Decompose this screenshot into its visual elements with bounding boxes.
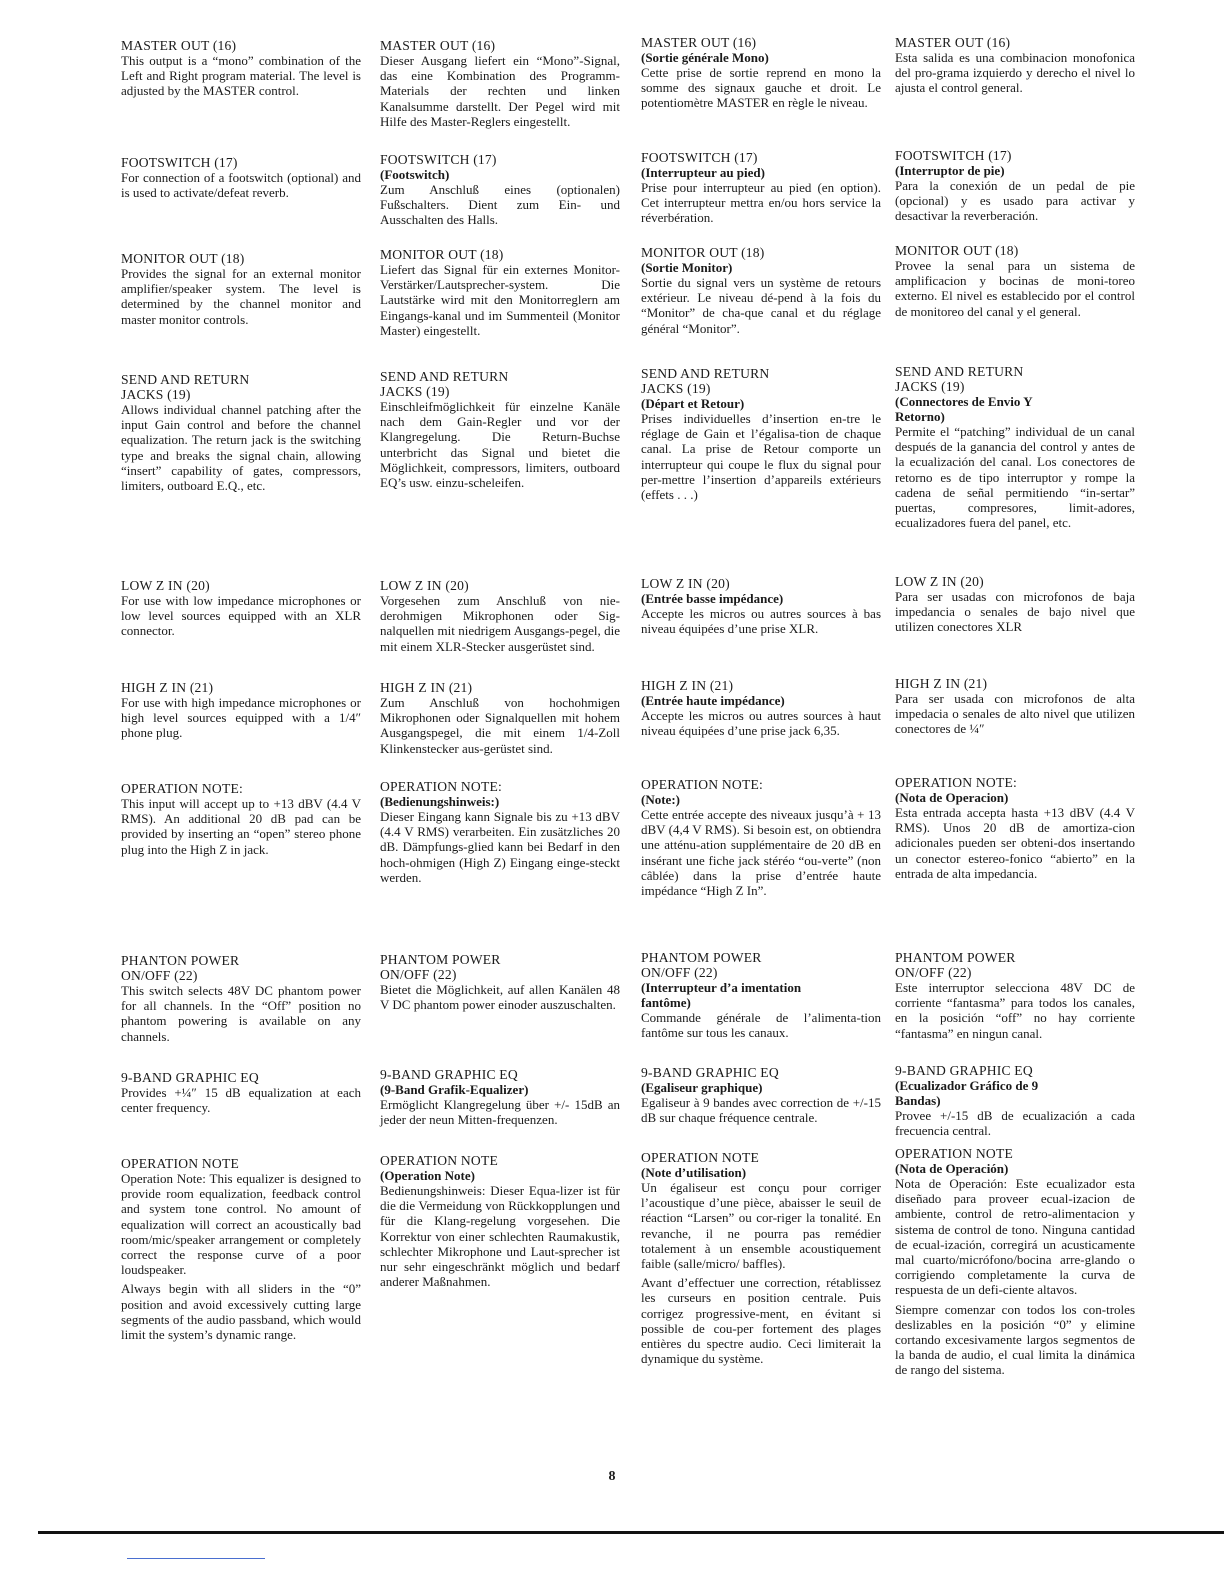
section-heading: OPERATION NOTE xyxy=(121,1156,239,1171)
section-master-out xyxy=(641,35,881,111)
body-paragraph: Provides +¼″ 15 dB equalization at each center frequency. xyxy=(121,1085,361,1116)
section-body xyxy=(641,1010,881,1040)
section-operation-note-input xyxy=(121,781,361,857)
section-operation-note-eq xyxy=(380,1153,620,1289)
section-send-return-jacks xyxy=(380,369,620,490)
section-heading: FOOTSWITCH (17) xyxy=(895,148,1012,163)
body-paragraph: This input will accept up to +13 dBV (4.4 V RMS). An additional 20 dB pad can be provided by inserting an “open” stereo phone plug into the High Z in jack. xyxy=(121,796,361,857)
body-paragraph: Esta salida es una combinacion monofonica del pro-grama izquierdo y derecho el nivel lo ajusta el control general. xyxy=(895,50,1135,96)
section-heading: LOW Z IN (20) xyxy=(121,578,210,593)
section-graphic-eq xyxy=(895,1063,1135,1138)
section-body xyxy=(641,411,881,502)
section-heading: SEND AND RETURN JACKS (19) xyxy=(121,372,250,402)
body-paragraph: Operation Note: This equalizer is designed to provide room equalization, feedback control and system tone control. No amount of equalization will correct an acoustically bad room/mic/speaker arrangement or completely correct the response curve of a poor loudspeaker. xyxy=(121,1171,361,1278)
section-low-z-in xyxy=(895,574,1135,635)
section-footswitch xyxy=(641,150,881,226)
section-body xyxy=(895,258,1135,319)
section-body xyxy=(380,809,620,885)
section-heading: 9-BAND GRAPHIC EQ xyxy=(641,1065,779,1080)
section-monitor-out xyxy=(380,247,620,338)
section-heading: OPERATION NOTE xyxy=(380,1153,498,1168)
section-master-out xyxy=(121,38,361,99)
section-low-z-in xyxy=(121,578,361,639)
section-monitor-out xyxy=(895,243,1135,319)
body-paragraph: Bedienungshinweis: Dieser Equa-lizer ist für die die Vermeidung von Rückkopplungen und für die Klang-regelung vorgesehen. Die Korrektur von einer schlechten Raumakustik, schlechter Mikrophone und Laut-sprecher ist nur sehr eingeschränkt möglich und bedarf anderer Maßnahmen. xyxy=(380,1183,620,1290)
body-paragraph: Provee +/-15 dB de ecualización a cada frecuencia central. xyxy=(895,1108,1135,1139)
body-paragraph: Este interruptor selecciona 48V DC de corriente “fantasma” para todos los canales, en la posición “off” no hay corriente “fantasma” en ningun canal. xyxy=(895,980,1135,1041)
section-body xyxy=(121,796,361,857)
section-body xyxy=(641,708,881,738)
section-heading: 9-BAND GRAPHIC EQ xyxy=(121,1070,259,1085)
section-body xyxy=(641,807,881,898)
body-paragraph: Vorgesehen zum Anschluß von nie-derohmigen Mikrophonen oder Sig-nalquellen mit niedrigem Ausgangs-pegel, die mit einem XLR-Stecker ausgerüstet sind. xyxy=(380,593,620,654)
body-paragraph: Egaliseur à 9 bandes avec correction de +/-15 dB sur chaque fréquence centrale. xyxy=(641,1095,881,1126)
body-paragraph: Allows individual channel patching after the input Gain control and before the channel equalization. The return jack is the switching type and breaks the signal chain, allowing “insert” capability of gates, compressors, limiters, outboard E.Q., etc. xyxy=(121,402,361,494)
section-body xyxy=(895,589,1135,635)
section-operation-note-eq xyxy=(121,1156,361,1342)
body-paragraph: Liefert das Signal für ein externes Monitor-Verstärker/Lautsprecher-system. Die Lautstärke wird mit den Monitorreglern am Eingangs-kanal und im Summenteil (Monitor Master) eingestellt. xyxy=(380,262,620,338)
section-send-return-jacks xyxy=(641,366,881,502)
body-paragraph: Bietet die Möglichkeit, auf allen Kanälen 48 V DC phantom power einoder auszuschalten. xyxy=(380,982,620,1013)
section-subheading: (Nota de Operación) xyxy=(895,1161,1009,1176)
section-body xyxy=(895,691,1135,737)
section-heading: MONITOR OUT (18) xyxy=(380,247,504,262)
section-subheading: (Entrée haute impédance) xyxy=(641,693,785,708)
section-subheading: (Interrupteur au pied) xyxy=(641,165,765,180)
section-phantom-power xyxy=(380,952,620,1012)
section-heading: PHANTOM POWER ON/OFF (22) xyxy=(895,950,1016,980)
section-heading: LOW Z IN (20) xyxy=(641,576,730,591)
body-paragraph: Ermöglicht Klangregelung über +/- 15dB an jeder der neun Mitten-frequenzen. xyxy=(380,1097,620,1128)
section-heading: OPERATION NOTE xyxy=(895,1146,1013,1161)
section-body xyxy=(895,805,1135,881)
body-paragraph: Accepte les micros ou autres sources à bas niveau équipées d’une prise XLR. xyxy=(641,606,881,637)
section-body xyxy=(895,1176,1135,1378)
section-graphic-eq xyxy=(641,1065,881,1125)
section-subheading: (Interrupteur d’a imentation fantôme) xyxy=(641,980,802,1010)
section-heading: OPERATION NOTE: xyxy=(641,777,763,792)
section-operation-note-input xyxy=(641,777,881,898)
body-paragraph: Dieser Eingang kann Signale bis zu +13 dBV (4.4 V RMS) verarbeiten. Ein zusätzliches 20 dB. Dämpfungs-glied kann bei Bedarf in den hoch-ohmigen (High Z) Eingang einge-steckt werden. xyxy=(380,809,620,885)
section-heading: MASTER OUT (16) xyxy=(121,38,237,53)
section-heading: FOOTSWITCH (17) xyxy=(380,152,497,167)
section-body xyxy=(380,1097,620,1127)
section-body xyxy=(380,182,620,228)
section-phantom-power xyxy=(641,950,881,1040)
section-body xyxy=(641,65,881,111)
body-paragraph: Provides the signal for an external monitor amplifier/speaker system. The level is determined by the channel monitor and master monitor controls. xyxy=(121,266,361,327)
section-body xyxy=(641,606,881,636)
section-high-z-in xyxy=(121,680,361,741)
section-low-z-in xyxy=(641,576,881,636)
section-operation-note-eq xyxy=(895,1146,1135,1378)
body-paragraph: Para la conexión de un pedal de pie (opcional) y es usado para activar y desactivar la reverberación. xyxy=(895,178,1135,224)
section-heading: MASTER OUT (16) xyxy=(895,35,1011,50)
section-operation-note-input xyxy=(380,779,620,885)
section-send-return-jacks xyxy=(895,364,1135,530)
section-operation-note-eq xyxy=(641,1150,881,1366)
page-number: 8 xyxy=(608,1469,616,1484)
section-subheading: (Sortie Monitor) xyxy=(641,260,733,275)
body-paragraph: Accepte les micros ou autres sources à haut niveau équipées d’une prise jack 6,35. xyxy=(641,708,881,739)
section-phantom-power xyxy=(121,953,361,1044)
footer-link-underline xyxy=(127,1558,265,1559)
section-subheading: (Départ et Retour) xyxy=(641,396,745,411)
section-heading: MONITOR OUT (18) xyxy=(641,245,765,260)
section-heading: SEND AND RETURN JACKS (19) xyxy=(380,369,509,399)
section-heading: OPERATION NOTE: xyxy=(895,775,1017,790)
section-body xyxy=(895,980,1135,1041)
section-heading: PHANTON POWER ON/OFF (22) xyxy=(121,953,240,983)
section-subheading: (Ecualizador Gráfico de 9 Bandas) xyxy=(895,1078,1039,1108)
section-high-z-in xyxy=(895,676,1135,737)
section-send-return-jacks xyxy=(121,372,361,493)
section-body xyxy=(641,180,881,226)
section-heading: OPERATION NOTE: xyxy=(380,779,502,794)
section-heading: FOOTSWITCH (17) xyxy=(641,150,758,165)
section-heading: PHANTOM POWER ON/OFF (22) xyxy=(641,950,762,980)
body-paragraph: Zum Anschluß von hochohmigen Mikrophonen oder Signalquellen mit hohem Ausgangspegel, die mit einem 1/4-Zoll Klinkenstecker aus-gerüstet sind. xyxy=(380,695,620,756)
section-subheading: (Footswitch) xyxy=(380,167,450,182)
section-body xyxy=(380,53,620,129)
section-low-z-in xyxy=(380,578,620,654)
body-paragraph: For use with high impedance microphones or high level sources equipped with a 1/4″ phone plug. xyxy=(121,695,361,741)
section-phantom-power xyxy=(895,950,1135,1041)
section-heading: LOW Z IN (20) xyxy=(380,578,469,593)
section-body xyxy=(895,50,1135,96)
section-heading: HIGH Z IN (21) xyxy=(641,678,734,693)
section-body xyxy=(380,982,620,1012)
body-paragraph: Prise pour interrupteur au pied (en option). Cet interrupteur mettra en/ou hors service la réverbération. xyxy=(641,180,881,226)
section-heading: PHANTOM POWER ON/OFF (22) xyxy=(380,952,501,982)
section-heading: 9-BAND GRAPHIC EQ xyxy=(895,1063,1033,1078)
section-master-out xyxy=(380,38,620,129)
section-body xyxy=(641,1180,881,1366)
body-paragraph: For use with low impedance microphones or low level sources equipped with an XLR connector. xyxy=(121,593,361,639)
section-subheading: (Sortie générale Mono) xyxy=(641,50,769,65)
section-body xyxy=(121,53,361,99)
section-body xyxy=(895,424,1135,530)
body-paragraph: Esta entrada accepta hasta +13 dBV (4.4 V RMS). Unos 20 dB de amortiza-cion adicionales pueden ser obteni-dos insertando un conector estereo-fonico “abierto” en la entrada de alta impedancia. xyxy=(895,805,1135,881)
section-body xyxy=(121,983,361,1044)
section-heading: MONITOR OUT (18) xyxy=(121,251,245,266)
body-paragraph: Provee la senal para un sistema de amplificacion y bocinas de moni-toreo externo. El nivel es establecido por el control de monitoreo del canal y el general. xyxy=(895,258,1135,319)
section-body xyxy=(380,262,620,338)
body-paragraph: This switch selects 48V DC phantom power for all channels. In the “Off” position no phantom powering is available on any channels. xyxy=(121,983,361,1044)
body-paragraph: Para ser usada con microfonos de alta impedacia o senales de alto nivel que utilizen conectores de ¼″ xyxy=(895,691,1135,737)
section-body xyxy=(641,275,881,336)
body-paragraph: Nota de Operación: Este ecualizador esta diseñado para proveer ecual-izacion de ambiente, control de retro-alimentacion y sistema de control de tono. Ninguna cantidad de ecual-ización, corregirá un acusticamente mal cuarto/micrófono/bocina arre-glando o corrigiendo completamente la curva de respuesta de un defi-ciente altavos. xyxy=(895,1176,1135,1298)
section-subheading: (Operation Note) xyxy=(380,1168,475,1183)
section-body xyxy=(121,593,361,639)
section-footswitch xyxy=(380,152,620,228)
section-body xyxy=(121,266,361,327)
section-body xyxy=(121,1085,361,1115)
section-footswitch xyxy=(121,155,361,200)
section-heading: HIGH Z IN (21) xyxy=(121,680,214,695)
section-heading: OPERATION NOTE: xyxy=(121,781,243,796)
section-heading: FOOTSWITCH (17) xyxy=(121,155,238,170)
body-paragraph: Avant d’effectuer une correction, rétablissez les curseurs en position centrale. Puis corrigez progressive-ment, en évitant si possible de cou-per fortement des plages entières du spectre audio. Ceci limiterait la dynamique du système. xyxy=(641,1275,881,1367)
section-subheading: (Note d’utilisation) xyxy=(641,1165,747,1180)
body-paragraph: Permite el “patching” individual de un canal después de la ganancia del control y antes de la ecualización del canal. Los conectores de retorno es de tipo interruptor y rompe la cadena de señal permitiendo “in-sertar” puertas, compresores, limit-adores, ecualizadores fuera del panel, etc. xyxy=(895,424,1135,531)
body-paragraph: Einschleifmöglichkeit für einzelne Kanäle nach dem Gain-Regler und vor der Klangregelung. Die Return-Buchse unterbricht das Signal und bietet die Möglichkeit, compressors, limiters, outboard EQ’s usw. einzu-scheleifen. xyxy=(380,399,620,491)
section-subheading: (Connectores de Envio Y Retorno) xyxy=(895,394,1033,424)
body-paragraph: Para ser usadas con microfonos de baja impedancia o senales de bajo nivel que utilizen conectores XLR xyxy=(895,589,1135,635)
section-body xyxy=(380,593,620,654)
section-body xyxy=(895,178,1135,224)
body-paragraph: Cette prise de sortie reprend en mono la somme des signaux gauche et droit. Le potentiomètre MASTER en règle le niveau. xyxy=(641,65,881,111)
section-subheading: (Nota de Operacion) xyxy=(895,790,1009,805)
section-body xyxy=(121,1171,361,1342)
section-subheading: (Interruptor de pie) xyxy=(895,163,1005,178)
section-heading: MONITOR OUT (18) xyxy=(895,243,1019,258)
section-subheading: (9-Band Grafik-Equalizer) xyxy=(380,1082,529,1097)
section-body xyxy=(121,170,361,200)
section-high-z-in xyxy=(641,678,881,738)
section-body xyxy=(895,1108,1135,1138)
section-heading: HIGH Z IN (21) xyxy=(895,676,988,691)
footer-rule xyxy=(38,1531,1224,1534)
section-subheading: (Note:) xyxy=(641,792,680,807)
section-body xyxy=(380,399,620,490)
section-heading: HIGH Z IN (21) xyxy=(380,680,473,695)
section-heading: LOW Z IN (20) xyxy=(895,574,984,589)
section-heading: SEND AND RETURN JACKS (19) xyxy=(641,366,770,396)
body-paragraph: Prises individuelles d’insertion en-tre le réglage de Gain et l’égalisa-tion de chaque canal. La prise de Retour comporte un interrupteur qui coupe le flux du signal pour per-mettre l’insertion d’appareils extérieurs (effets . . .) xyxy=(641,411,881,503)
section-heading: OPERATION NOTE xyxy=(641,1150,759,1165)
section-graphic-eq xyxy=(380,1067,620,1127)
section-monitor-out xyxy=(121,251,361,327)
body-paragraph: Un égaliseur est conçu pour corriger l’acoustique d’une pièce, abaisser le seuil de réaction “Larsen” ou cor-riger la tonalité. En revanche, il ne pourra pas remédier totalement à un ensemble acoustiquement faible (salle/micro/ baffles). xyxy=(641,1180,881,1272)
section-operation-note-input xyxy=(895,775,1135,881)
section-heading: SEND AND RETURN JACKS (19) xyxy=(895,364,1024,394)
body-paragraph: Sortie du signal vers un système de retours extérieur. Le niveau dé-pend à la fois du “Monitor” de cha-que canal et du réglage général “Monitor”. xyxy=(641,275,881,336)
section-monitor-out xyxy=(641,245,881,336)
section-subheading: (Entrée basse impédance) xyxy=(641,591,784,606)
body-paragraph: This output is a “mono” combination of the Left and Right program material. The level is adjusted by the MASTER control. xyxy=(121,53,361,99)
body-paragraph: Siempre comenzar con todos los con-troles deslizables en la posición “0” y elimine cortando excesivamente largos segmentos de la banda de audio, el cual limita la dinámica de rango del sistema. xyxy=(895,1301,1135,1378)
section-high-z-in xyxy=(380,680,620,756)
section-body xyxy=(121,695,361,741)
section-body xyxy=(121,402,361,493)
section-subheading: (Bedienungshinweis:) xyxy=(380,794,500,809)
section-heading: MASTER OUT (16) xyxy=(641,35,757,50)
body-paragraph: Dieser Ausgang liefert ein “Mono”-Signal, das eine Kombination des Programm-Materials der rechten und linken Kanalsumme darstellt. Der Pegel wird mit Hilfe des Master-Reglers eingestellt. xyxy=(380,53,620,129)
section-footswitch xyxy=(895,148,1135,224)
section-heading: MASTER OUT (16) xyxy=(380,38,496,53)
body-paragraph: Always begin with all sliders in the “0” position and avoid excessively cutting large segments of the audio passband, which would limit the system’s dynamic range. xyxy=(121,1281,361,1343)
section-subheading: (Egaliseur graphique) xyxy=(641,1080,763,1095)
section-body xyxy=(380,1183,620,1289)
section-body xyxy=(641,1095,881,1125)
section-heading: 9-BAND GRAPHIC EQ xyxy=(380,1067,518,1082)
section-master-out xyxy=(895,35,1135,96)
body-paragraph: Cette entrée accepte des niveaux jusqu’à + 13 dBV (4,4 V RMS). Si besoin est, on obtiendra une atténu-ation supplémentaire de 20 dB en insérant une fiche jack stéréo “ou-verte” (non câblée) dans la prise d’entrée haute impédance “High Z In”. xyxy=(641,807,881,899)
body-paragraph: Zum Anschluß eines (optionalen) Fußschalters. Dient zum Ein- und Ausschalten des Halls. xyxy=(380,182,620,228)
section-body xyxy=(380,695,620,756)
body-paragraph: For connection of a footswitch (optional) and is used to activate/defeat reverb. xyxy=(121,170,361,201)
body-paragraph: Commande générale de l’alimenta-tion fantôme sur tous les canaux. xyxy=(641,1010,881,1041)
section-graphic-eq xyxy=(121,1070,361,1115)
